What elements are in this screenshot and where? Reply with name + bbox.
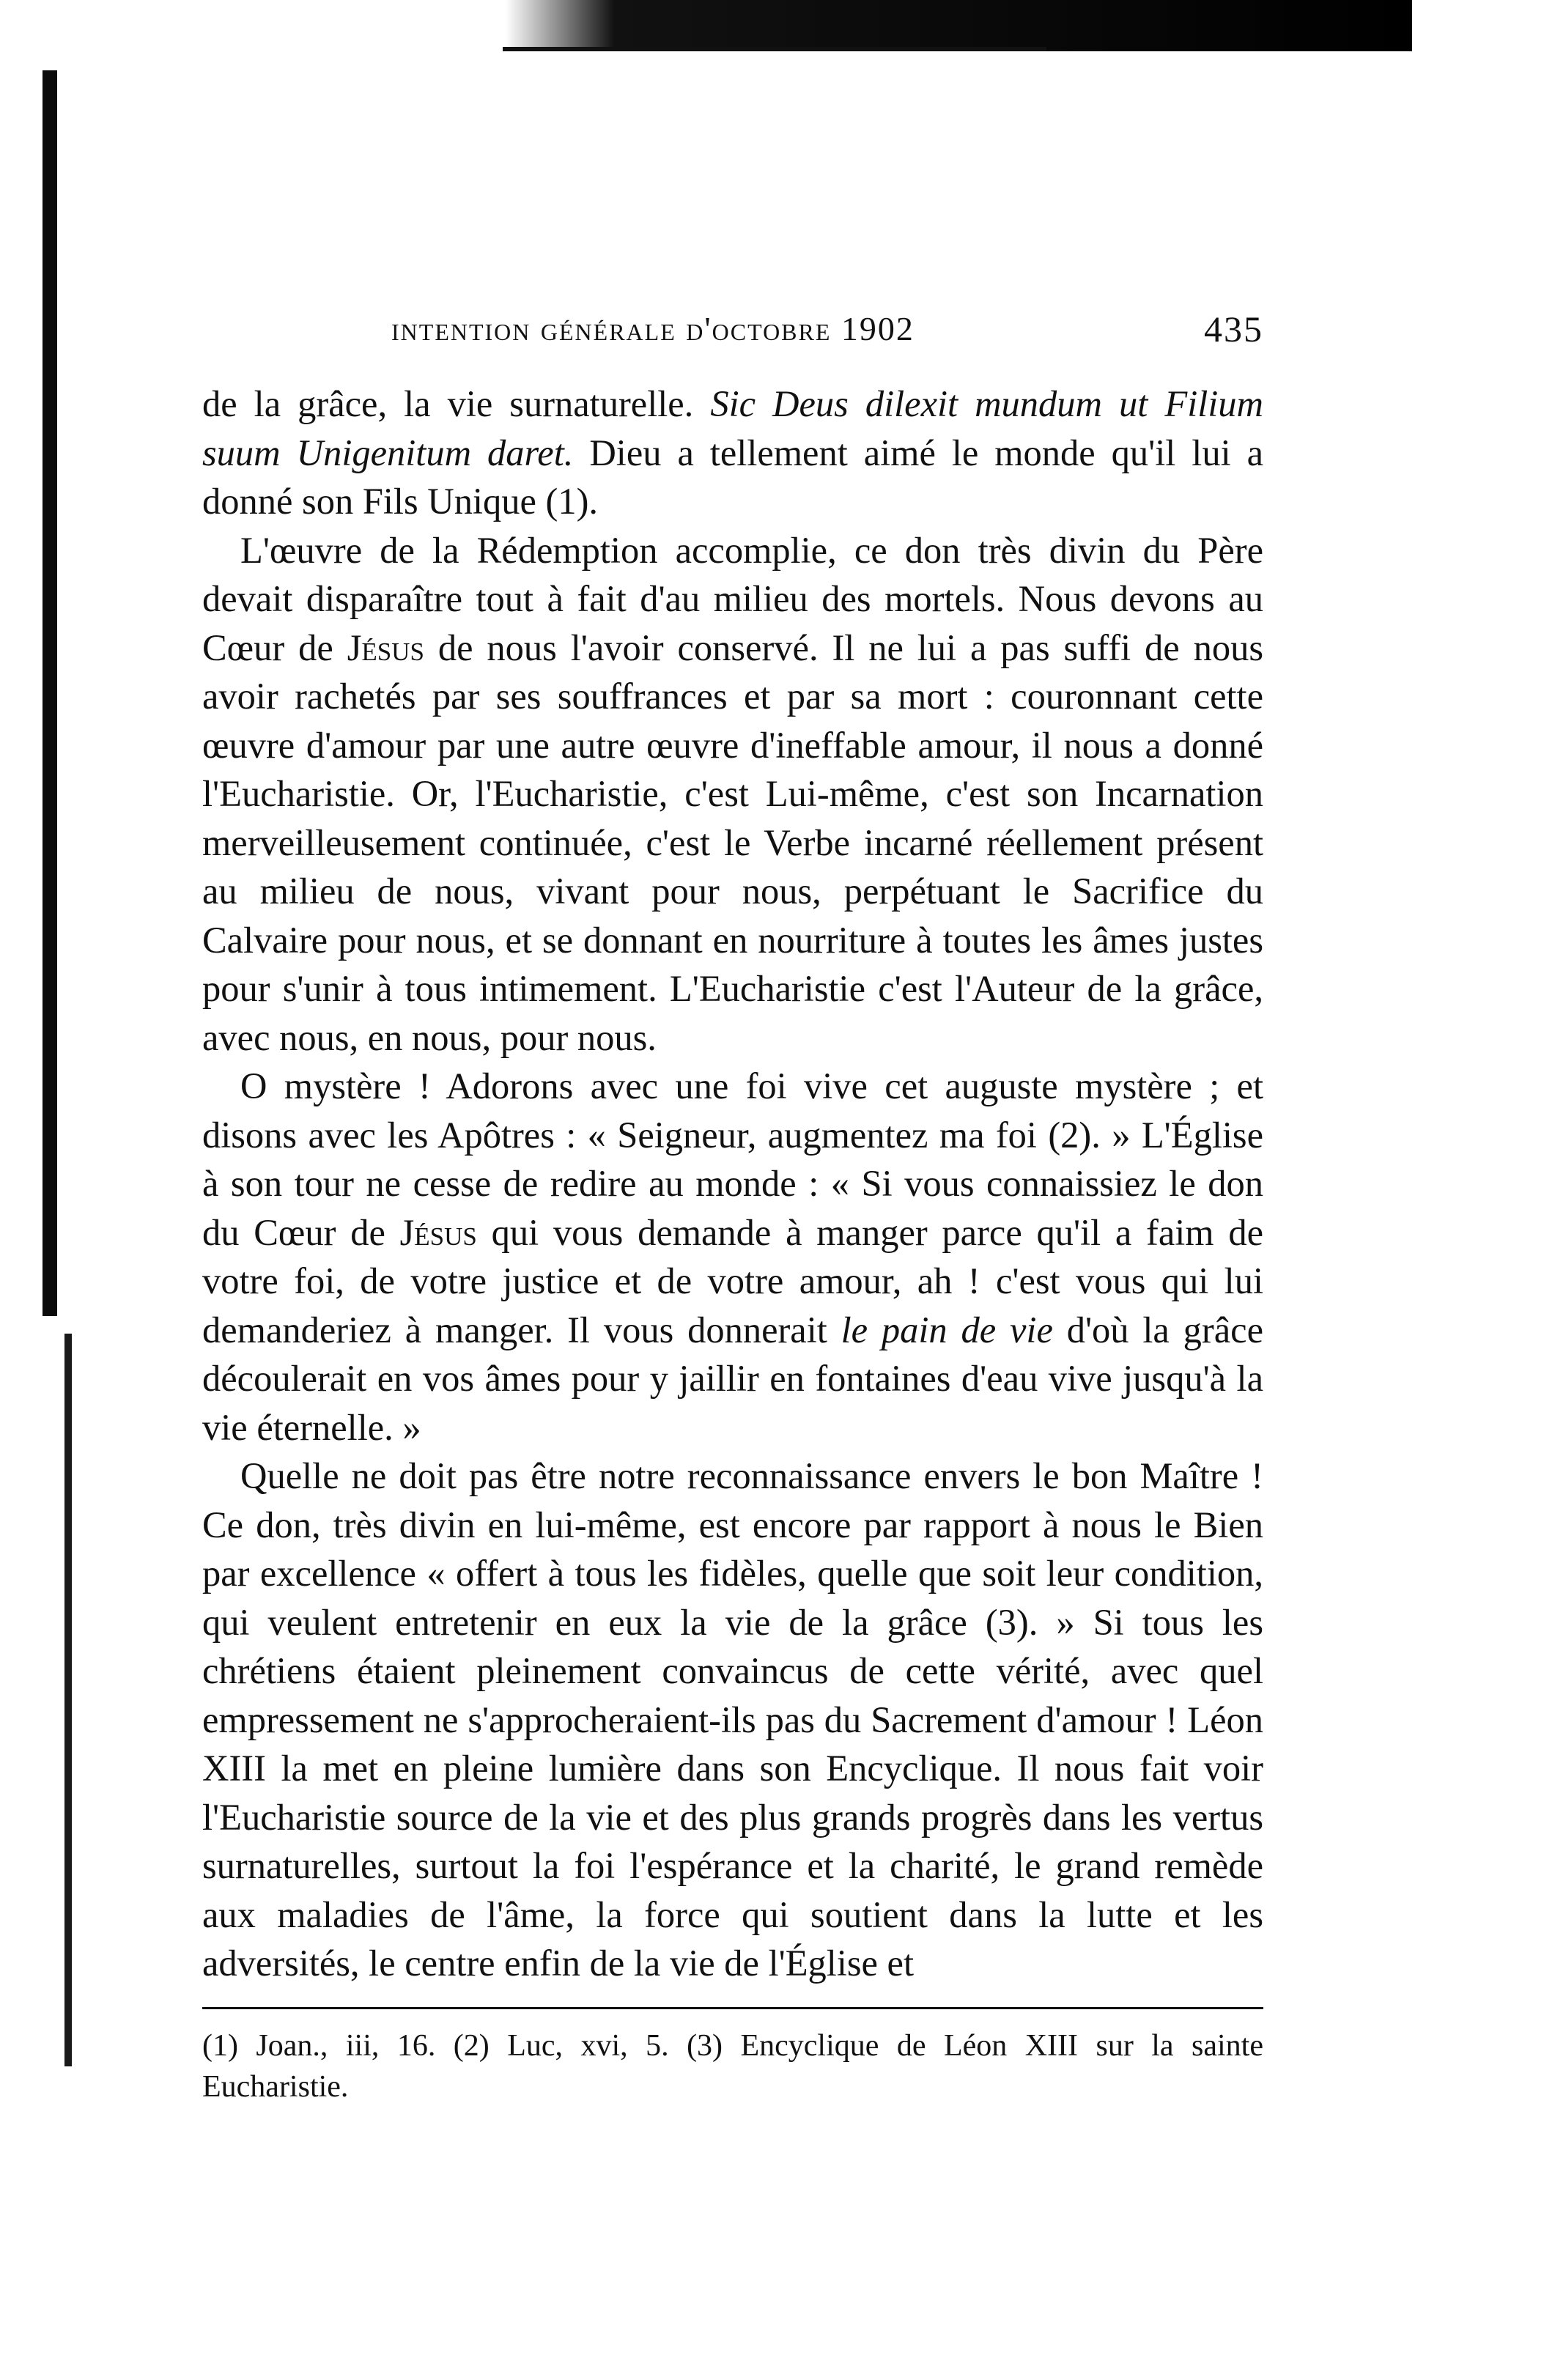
text-run: qui vous demande à manger parce qu'il a faim de votre foi, de votre justice et de votre amour, ah ! c'est vous qui lui demanderiez à manger. Il vous donnerait (202, 1211, 1264, 1350)
text-run: Dieu a tellement aimé le monde qu'il lui a donné son Fils Unique (1). (202, 432, 1263, 522)
italic-phrase: le pain de vie (841, 1309, 1053, 1350)
text-run: Quelle ne doit pas être notre reconnaissance envers le bon Maître ! Ce don, très divin en lui-même, est encore par rapport à nous le Bien par excellence « offert à tous les fidèles, quelle que soit leur condition, qui veulent entretenir en eux la vie de la grâce (3). » Si tous les chrétiens étaient pleinement convaincus de cette vérité, avec quel empressement ne s'approcheraient-ils pas du Sacrement d'amour ! Léon XIII la met en pleine lumière dans son Encyclique. Il nous fait voir l'Eucharistie source de la vie et des plus grands progrès dans les vertus surnaturelles, surtout la foi l'espérance et la charité, le grand remède aux maladies de l'âme, la force qui soutient dans la lutte et les adversités, le centre enfin de la vie de l'Église et (202, 1455, 1263, 1984)
scan-shadow-top-edge (503, 47, 1046, 51)
latin-quote: Sic Deus dilexit mundum ut Filium suum Unigenitum daret. (202, 383, 1264, 473)
paragraph-1 (202, 380, 1263, 526)
paragraph-3 (202, 1062, 1263, 1452)
text-run: O mystère ! Adorons avec une foi vive cet auguste mystère ; et disons avec les Apôtres : « Seigneur, augmentez ma foi (2). » L'Église à son tour ne cesse de redire au monde : « Si vous connaissiez le don du Cœur de (202, 1065, 1263, 1253)
name-jesus: Jésus (347, 627, 424, 668)
text-run: de nous l'avoir conservé. Il ne lui a pas suffi de nous avoir rachetés par ses souffrances et par sa mort : couronnant cette œuvre d'amour par une autre œuvre d'ineffable amour, il nous a donné l'Eucharistie. Or, l'Eucharistie, c'est Lui-même, c'est son Incarnation merveilleusement continuée, c'est le Verbe incarné réellement présent au milieu de nous, vivant pour nous, perpétuant le Sacrifice du Calvaire pour nous, et se donnant en nourriture à toutes les âmes justes pour s'unir à tous intimement. L'Eucharistie c'est l'Auteur de la grâce, avec nous, en nous, pour nous. (202, 627, 1263, 1058)
scan-shadow-left-lower (64, 1334, 72, 2066)
page-header (202, 300, 1263, 359)
paragraph-4 (202, 1452, 1263, 1988)
footnotes: (1) Joan., iii, 16. (2) Luc, xvi, 5. (3) Encyclique de Léon XIII sur la sainte Eucharistie. (202, 2028, 1263, 2104)
book-page (202, 300, 1263, 2107)
scan-shadow-top (506, 0, 1412, 51)
footnote-divider (202, 2007, 1263, 2012)
page-number: 435 (1204, 308, 1263, 350)
paragraph-2 (202, 526, 1263, 1062)
text-run: d'où la grâce découlerait en vos âmes pour y jaillir en fontaines d'eau vive jusqu'à la vie éternelle. » (202, 1309, 1263, 1448)
scan-shadow-left (43, 70, 57, 1316)
name-jesus: Jésus (399, 1211, 477, 1253)
text-run: L'œuvre de la Rédemption accomplie, ce don très divin du Père devait disparaître tout à fait d'au milieu des mortels. Nous devons au Cœur de (202, 529, 1263, 668)
body-text (202, 380, 1263, 1988)
text-run: de la grâce, la vie surnaturelle. (202, 383, 711, 424)
running-title: intention générale d'octobre 1902 (391, 310, 915, 347)
